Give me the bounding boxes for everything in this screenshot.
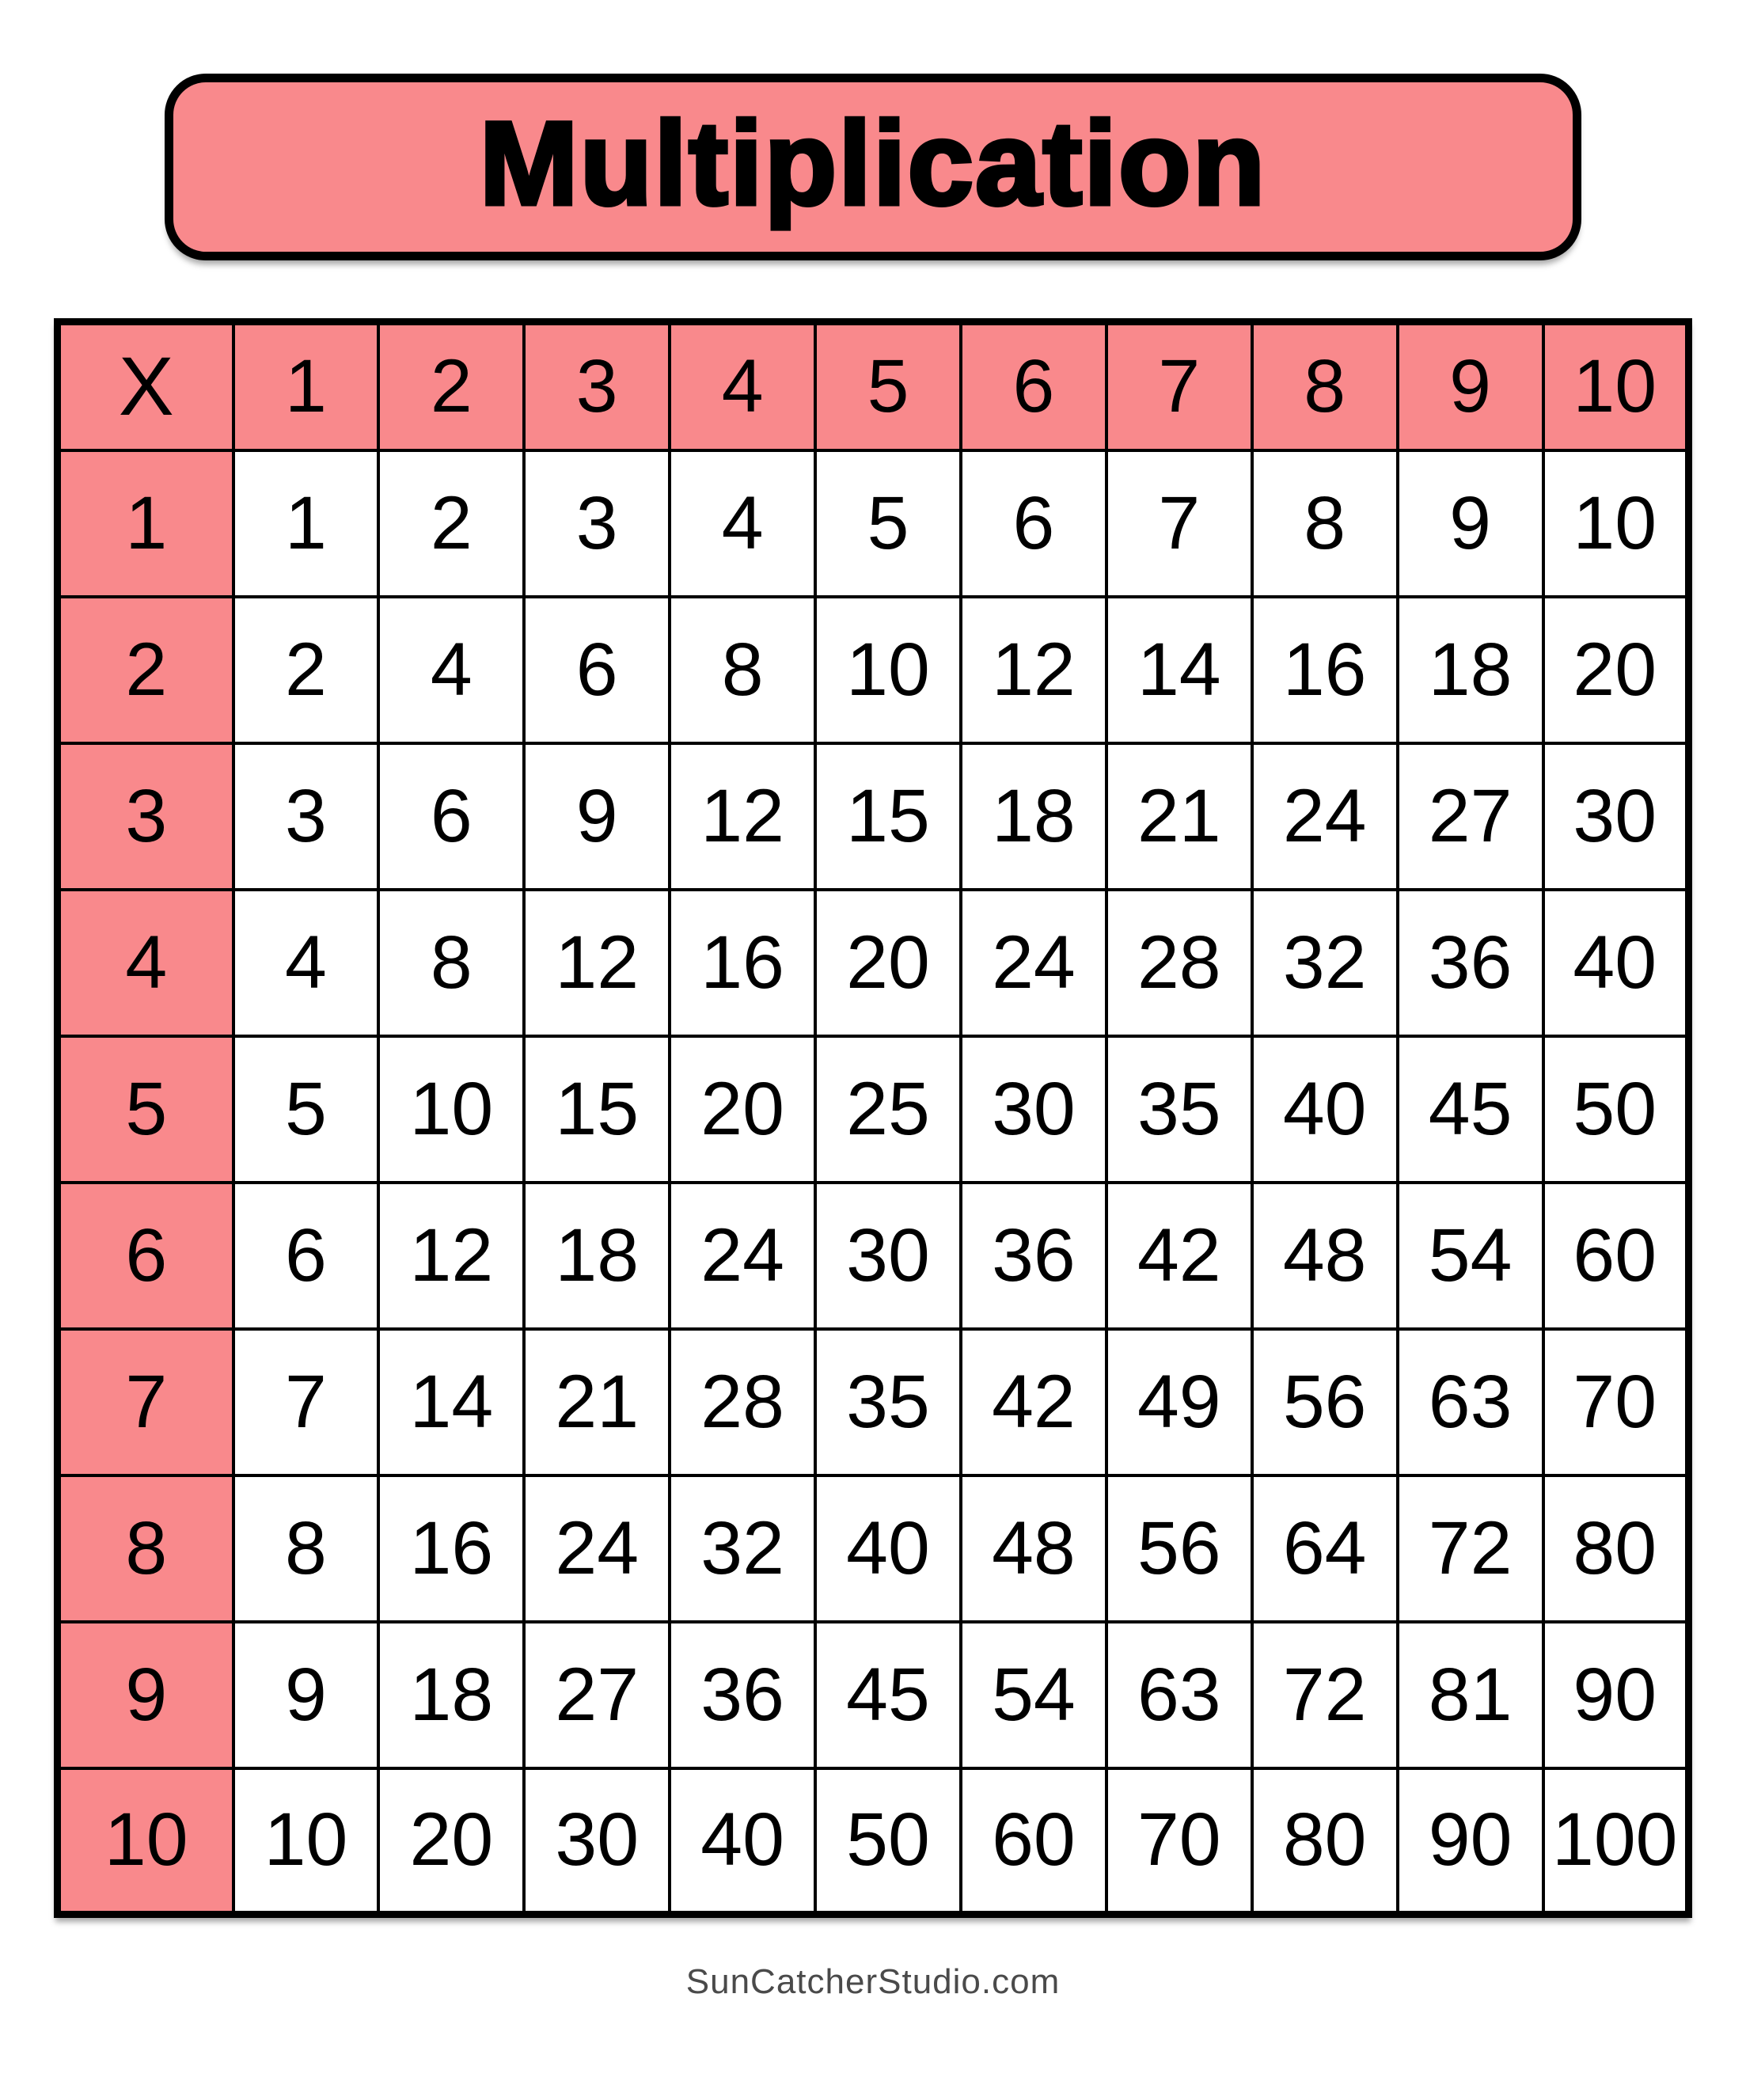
product-cell: 42 [961,1329,1106,1475]
product-cell: 7 [233,1329,379,1475]
table-row [58,1768,1689,1915]
col-header-cell: 5 [815,322,961,450]
product-cell: 16 [378,1475,524,1622]
corner-cell: X [58,322,233,450]
product-cell: 21 [524,1329,670,1475]
product-cell: 4 [670,450,815,597]
product-cell: 32 [670,1475,815,1622]
product-cell: 32 [1252,890,1398,1036]
product-cell: 30 [961,1036,1106,1183]
product-cell: 30 [815,1183,961,1329]
table-row [58,1183,1689,1329]
product-cell: 9 [1398,450,1543,597]
product-cell: 36 [1398,890,1543,1036]
table-row [58,450,1689,597]
row-header-cell: 9 [58,1622,233,1768]
product-cell: 24 [670,1183,815,1329]
product-cell: 15 [524,1036,670,1183]
product-cell: 10 [1543,450,1689,597]
table-container [54,318,1692,1918]
col-header-cell: 1 [233,322,379,450]
product-cell: 20 [670,1036,815,1183]
product-cell: 30 [524,1768,670,1915]
product-cell: 10 [815,597,961,743]
product-cell: 7 [1106,450,1252,597]
product-cell: 24 [1252,743,1398,890]
col-header-cell: 8 [1252,322,1398,450]
product-cell: 72 [1398,1475,1543,1622]
product-cell: 42 [1106,1183,1252,1329]
product-cell: 16 [1252,597,1398,743]
product-cell: 40 [670,1768,815,1915]
product-cell: 15 [815,743,961,890]
product-cell: 28 [670,1329,815,1475]
product-cell: 64 [1252,1475,1398,1622]
product-cell: 36 [961,1183,1106,1329]
product-cell: 70 [1543,1329,1689,1475]
product-cell: 3 [524,450,670,597]
row-header-cell: 2 [58,597,233,743]
product-cell: 28 [1106,890,1252,1036]
col-header-cell: 9 [1398,322,1543,450]
header-row [58,322,1689,450]
product-cell: 20 [1543,597,1689,743]
product-cell: 20 [815,890,961,1036]
page-title: Multiplication [479,97,1267,230]
product-cell: 2 [233,597,379,743]
product-cell: 20 [378,1768,524,1915]
product-cell: 27 [524,1622,670,1768]
product-cell: 4 [378,597,524,743]
product-cell: 56 [1106,1475,1252,1622]
product-cell: 56 [1252,1329,1398,1475]
table-row [58,1329,1689,1475]
product-cell: 48 [1252,1183,1398,1329]
product-cell: 54 [1398,1183,1543,1329]
product-cell: 90 [1543,1622,1689,1768]
multiplication-table [54,318,1692,1918]
table-header-row [58,322,1689,450]
product-cell: 3 [233,743,379,890]
product-cell: 25 [815,1036,961,1183]
product-cell: 18 [1398,597,1543,743]
table-row [58,1475,1689,1622]
table-row [58,890,1689,1036]
product-cell: 24 [524,1475,670,1622]
product-cell: 12 [524,890,670,1036]
title-banner [165,74,1581,260]
product-cell: 8 [233,1475,379,1622]
product-cell: 5 [233,1036,379,1183]
table-row [58,597,1689,743]
product-cell: 72 [1252,1622,1398,1768]
row-header-cell: 6 [58,1183,233,1329]
product-cell: 30 [1543,743,1689,890]
product-cell: 6 [961,450,1106,597]
product-cell: 10 [378,1036,524,1183]
row-header-cell: 8 [58,1475,233,1622]
table-row [58,1036,1689,1183]
row-header-cell: 10 [58,1768,233,1915]
product-cell: 48 [961,1475,1106,1622]
product-cell: 9 [233,1622,379,1768]
product-cell: 6 [378,743,524,890]
product-cell: 63 [1106,1622,1252,1768]
product-cell: 60 [1543,1183,1689,1329]
product-cell: 45 [1398,1036,1543,1183]
product-cell: 18 [524,1183,670,1329]
product-cell: 60 [961,1768,1106,1915]
product-cell: 54 [961,1622,1106,1768]
product-cell: 9 [524,743,670,890]
product-cell: 49 [1106,1329,1252,1475]
product-cell: 10 [233,1768,379,1915]
product-cell: 8 [378,890,524,1036]
col-header-cell: 7 [1106,322,1252,450]
product-cell: 12 [670,743,815,890]
product-cell: 40 [1543,890,1689,1036]
product-cell: 14 [378,1329,524,1475]
product-cell: 6 [233,1183,379,1329]
product-cell: 12 [961,597,1106,743]
col-header-cell: 4 [670,322,815,450]
product-cell: 80 [1543,1475,1689,1622]
product-cell: 14 [1106,597,1252,743]
table-row [58,743,1689,890]
col-header-cell: 3 [524,322,670,450]
product-cell: 70 [1106,1768,1252,1915]
col-header-cell: 10 [1543,322,1689,450]
row-header-cell: 3 [58,743,233,890]
product-cell: 24 [961,890,1106,1036]
product-cell: 6 [524,597,670,743]
product-cell: 12 [378,1183,524,1329]
product-cell: 40 [1252,1036,1398,1183]
row-header-cell: 5 [58,1036,233,1183]
product-cell: 45 [815,1622,961,1768]
table-body [58,450,1689,1915]
product-cell: 50 [815,1768,961,1915]
product-cell: 35 [815,1329,961,1475]
product-cell: 8 [1252,450,1398,597]
product-cell: 27 [1398,743,1543,890]
product-cell: 1 [233,450,379,597]
product-cell: 63 [1398,1329,1543,1475]
col-header-cell: 6 [961,322,1106,450]
product-cell: 81 [1398,1622,1543,1768]
product-cell: 50 [1543,1036,1689,1183]
table-row [58,1622,1689,1768]
row-header-cell: 4 [58,890,233,1036]
product-cell: 80 [1252,1768,1398,1915]
product-cell: 40 [815,1475,961,1622]
product-cell: 90 [1398,1768,1543,1915]
product-cell: 18 [961,743,1106,890]
product-cell: 21 [1106,743,1252,890]
col-header-cell: 2 [378,322,524,450]
site-credit: SunCatcherStudio.com [685,1962,1061,2001]
product-cell: 16 [670,890,815,1036]
row-header-cell: 7 [58,1329,233,1475]
product-cell: 35 [1106,1036,1252,1183]
product-cell: 2 [378,450,524,597]
product-cell: 36 [670,1622,815,1768]
row-header-cell: 1 [58,450,233,597]
product-cell: 8 [670,597,815,743]
product-cell: 5 [815,450,961,597]
product-cell: 100 [1543,1768,1689,1915]
product-cell: 4 [233,890,379,1036]
product-cell: 18 [378,1622,524,1768]
